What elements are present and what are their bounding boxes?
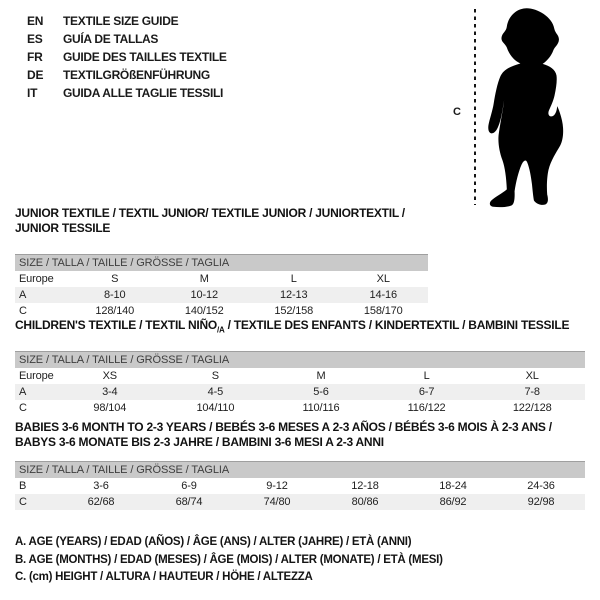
cell: 7-8 <box>479 384 585 400</box>
section-title-line2: BABYS 3-6 MONATE BIS 2-3 JAHRE / BAMBINI 3-6 MESI A 2-3 ANNI <box>15 435 384 449</box>
row-label: A <box>15 287 70 303</box>
section-title: JUNIOR TEXTILE / TEXTIL JUNIOR/ TEXTILE JUNIOR / JUNIORTEXTIL / JUNIOR TESSILE <box>15 206 405 235</box>
row-label: A <box>15 384 57 400</box>
size-table-junior <box>15 254 428 319</box>
cell: 92/98 <box>497 494 585 510</box>
height-measure-dashed-line <box>474 9 476 205</box>
cell: 6-7 <box>374 384 480 400</box>
size-table-children <box>15 351 585 416</box>
cell: 128/140 <box>95 305 135 317</box>
table-row <box>15 400 585 416</box>
cell: 8-10 <box>70 287 160 303</box>
section-babies <box>15 420 585 510</box>
language-code: DE <box>27 68 44 82</box>
row-label: C <box>15 494 57 510</box>
cell: 3-4 <box>57 384 163 400</box>
table-row <box>15 478 585 494</box>
section-title <box>15 318 585 337</box>
row-label: B <box>19 480 27 492</box>
section-title-part: CHILDREN'S TEXTILE / TEXTIL NIÑO <box>15 318 217 332</box>
legend-notes <box>15 534 443 587</box>
cell: 122/128 <box>512 402 552 415</box>
baby-silhouette-icon <box>486 6 578 210</box>
note-age-years: A. AGE (YEARS) / EDAD (AÑOS) / ÂGE (ANS) / ALTER (JAHRE) / ETÀ (ANNI) <box>15 536 412 548</box>
cell: 6-9 <box>181 480 197 492</box>
cell: 14-16 <box>339 287 429 303</box>
language-title: GUIDE DES TAILLES TEXTILE <box>63 50 227 64</box>
cell: 140/152 <box>184 305 224 317</box>
cell: 104/110 <box>196 402 235 415</box>
cell: 98/104 <box>93 402 127 415</box>
table-row <box>15 271 428 287</box>
size-header-bar <box>15 352 585 369</box>
cell: 10-12 <box>160 287 250 303</box>
cell: 18-24 <box>439 480 467 492</box>
row-label: C <box>19 305 27 317</box>
cell: 86/92 <box>409 494 497 510</box>
language-title-list <box>27 12 227 102</box>
table-row <box>15 287 428 303</box>
cell: 24-36 <box>527 480 555 492</box>
size-header-bar <box>15 255 428 272</box>
cell: 12-13 <box>249 287 339 303</box>
cell: S <box>211 370 219 383</box>
cell: XS <box>102 370 117 383</box>
cell: 4-5 <box>163 384 269 400</box>
cell: 5-6 <box>268 384 374 400</box>
row-label: Europe <box>19 370 54 383</box>
cell: L <box>290 273 297 285</box>
language-code: IT <box>27 86 38 100</box>
section-title-sub: /A <box>216 325 225 335</box>
language-title: TEXTILGRÖßENFÜHRUNG <box>63 68 210 82</box>
size-header-text: SIZE / TALLA / TAILLE / GRÖSSE / TAGLIA <box>15 255 428 272</box>
cell: 9-12 <box>266 480 288 492</box>
language-code: EN <box>27 14 44 28</box>
cell: 68/74 <box>145 494 233 510</box>
language-code: ES <box>27 32 43 46</box>
table-row <box>15 303 428 319</box>
cell: 3-6 <box>93 480 109 492</box>
cell: M <box>316 370 326 383</box>
cell: M <box>199 273 209 285</box>
cell: XL <box>525 370 539 383</box>
note-age-months: B. AGE (MONTHS) / EDAD (MESES) / ÂGE (MOIS) / ALTER (MONATE) / ETÀ (MESI) <box>15 553 443 566</box>
section-title <box>15 420 585 450</box>
size-header-text: SIZE / TALLA / TAILLE / GRÖSSE / TAGLIA <box>15 352 585 369</box>
cell: 62/68 <box>57 494 145 510</box>
language-row <box>27 12 227 30</box>
cell: 152/158 <box>274 305 314 317</box>
row-label: C <box>19 402 27 415</box>
table-row <box>15 384 585 400</box>
language-row <box>27 66 227 84</box>
section-title-line1: BABIES 3-6 MONTH TO 2-3 YEARS / BEBÉS 3-6 MESES A 2-3 AÑOS / BÉBÉS 3-6 MOIS À 2-3 ANS / <box>15 420 552 434</box>
language-row <box>27 84 227 102</box>
size-header-bar <box>15 462 585 479</box>
row-label: Europe <box>19 273 54 285</box>
cell: 158/170 <box>363 305 403 317</box>
language-title: GUIDA ALLE TAGLIE TESSILI <box>63 86 224 100</box>
cell: S <box>111 273 119 285</box>
table-row <box>15 494 585 510</box>
language-code: FR <box>27 50 43 64</box>
cell: 12-18 <box>351 480 379 492</box>
cell: 74/80 <box>233 494 321 510</box>
size-header-text: SIZE / TALLA / TAILLE / GRÖSSE / TAGLIA <box>15 462 585 479</box>
size-table-babies <box>15 461 585 510</box>
language-row <box>27 30 227 48</box>
cell: L <box>423 370 430 383</box>
section-junior-textile <box>15 206 428 319</box>
section-title-part: / TEXTILE DES ENFANTS / KINDERTEXTIL / BAMBINI TESSILE <box>224 318 570 332</box>
note-height-cm: C. (cm) HEIGHT / ALTURA / HAUTEUR / HÖHE / ALTEZZA <box>15 571 313 583</box>
language-title: TEXTILE SIZE GUIDE <box>63 14 179 28</box>
cell: 80/86 <box>321 494 409 510</box>
table-row <box>15 368 585 384</box>
cell: 110/116 <box>302 402 340 415</box>
language-row <box>27 48 227 66</box>
section-childrens-textile <box>15 318 585 416</box>
cell: XL <box>376 273 390 285</box>
cell: 116/122 <box>407 402 446 415</box>
language-title: GUÍA DE TALLAS <box>63 32 159 46</box>
height-measure-label: C <box>453 106 461 118</box>
